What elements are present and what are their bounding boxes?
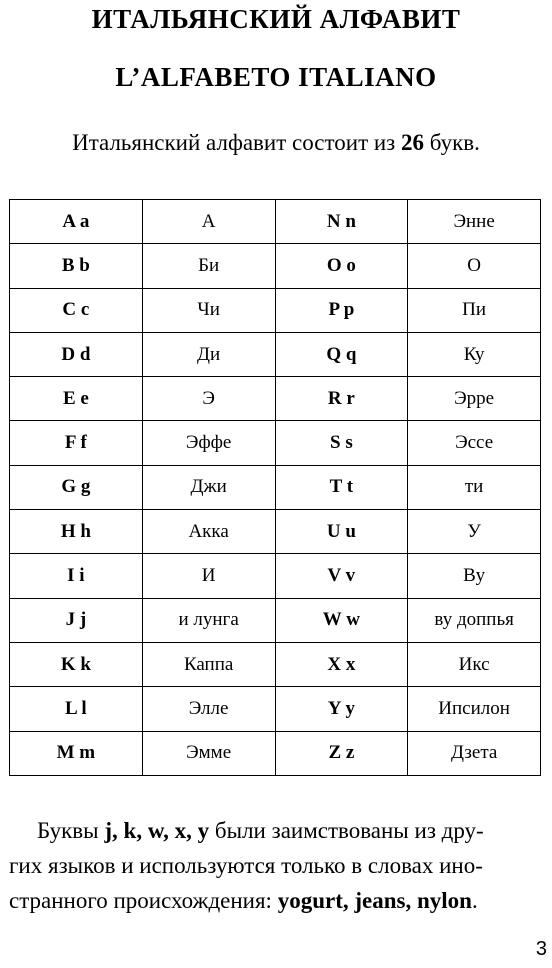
letter-name-cell: ву доппья (408, 598, 541, 642)
page-title: ИТАЛЬЯНСКИЙ АЛФАВИТ (91, 4, 461, 34)
letter-cell: A a (10, 200, 143, 244)
alphabet-table (9, 199, 541, 776)
letter-name-cell: У (408, 510, 541, 554)
table-row (10, 598, 541, 642)
table-row (10, 244, 541, 288)
letter-name-cell: Эффе (142, 421, 275, 465)
table-row (10, 687, 541, 731)
letter-name-cell: Ву (408, 554, 541, 598)
letter-cell: K k (10, 642, 143, 686)
letter-cell: W w (275, 598, 408, 642)
letter-name-cell: Эмме (142, 731, 275, 775)
letter-name-cell: Ипсилон (408, 687, 541, 731)
table-row (10, 332, 541, 376)
letter-name-cell: Акка (142, 510, 275, 554)
letter-name-cell: Би (142, 244, 275, 288)
table-row (10, 421, 541, 465)
page-subtitle: L’ALFABETO ITALIANO (115, 62, 437, 92)
letter-cell: L l (10, 687, 143, 731)
letter-cell: Y y (275, 687, 408, 731)
letter-cell: U u (275, 510, 408, 554)
letter-cell: R r (275, 377, 408, 421)
letter-name-cell: Эрре (408, 377, 541, 421)
letter-cell: X x (275, 642, 408, 686)
table-row (10, 510, 541, 554)
note-line-1-after: были заимствованы из дру- (209, 818, 484, 843)
letter-cell: P p (275, 288, 408, 332)
letter-name-cell: Джи (142, 465, 275, 509)
letter-name-cell: Энне (408, 200, 541, 244)
letter-name-cell: О (408, 244, 541, 288)
letter-cell: Q q (275, 332, 408, 376)
letter-cell: Z z (275, 731, 408, 775)
note-line-3-before: странного происхождения: (9, 888, 278, 913)
letter-name-cell: ти (408, 465, 541, 509)
table-row (10, 731, 541, 775)
letter-cell: C c (10, 288, 143, 332)
table-row (10, 465, 541, 509)
letter-name-cell: Э (142, 377, 275, 421)
letter-name-cell: Элле (142, 687, 275, 731)
letter-cell: N n (275, 200, 408, 244)
table-row (10, 377, 541, 421)
letter-name-cell: И (142, 554, 275, 598)
letter-cell: V v (275, 554, 408, 598)
intro-after: букв. (424, 130, 480, 155)
table-row (10, 200, 541, 244)
letter-name-cell: и лунга (142, 598, 275, 642)
letter-cell: F f (10, 421, 143, 465)
letter-name-cell: Дзета (408, 731, 541, 775)
letter-name-cell: Пи (408, 288, 541, 332)
note-line-3 (9, 883, 539, 918)
intro-text (0, 130, 552, 156)
note-line-3-after: . (471, 888, 478, 913)
intro-before: Итальянский алфавит состоит из (72, 130, 402, 155)
letter-cell: M m (10, 731, 143, 775)
letter-name-cell: Икс (408, 642, 541, 686)
table-row (10, 554, 541, 598)
letter-name-cell: Ку (408, 332, 541, 376)
note-line-2: гих языков и используются только в словах ино- (9, 853, 483, 878)
letter-name-cell: Эссе (408, 421, 541, 465)
letter-cell: J j (10, 598, 143, 642)
letter-cell: B b (10, 244, 143, 288)
letter-cell: H h (10, 510, 143, 554)
letter-cell: I i (10, 554, 143, 598)
letter-name-cell: Ди (142, 332, 275, 376)
letter-count: 26 (401, 130, 425, 155)
example-words: yogurt, jeans, nylon (277, 888, 472, 913)
letter-name-cell: Чи (142, 288, 275, 332)
letter-cell: D d (10, 332, 143, 376)
note-line-1-before: Буквы (37, 818, 105, 843)
letter-cell: O o (275, 244, 408, 288)
table-row (10, 642, 541, 686)
page-number: 3 (535, 938, 547, 960)
table-row (10, 288, 541, 332)
letter-cell: T t (275, 465, 408, 509)
letter-cell: E e (10, 377, 143, 421)
letter-cell: S s (275, 421, 408, 465)
letter-cell: G g (10, 465, 143, 509)
letter-name-cell: А (142, 200, 275, 244)
borrowed-letters-note (9, 813, 539, 918)
letter-name-cell: Каппа (142, 642, 275, 686)
borrowed-letters: j, k, w, x, y (104, 818, 210, 843)
note-line-1 (9, 813, 539, 848)
